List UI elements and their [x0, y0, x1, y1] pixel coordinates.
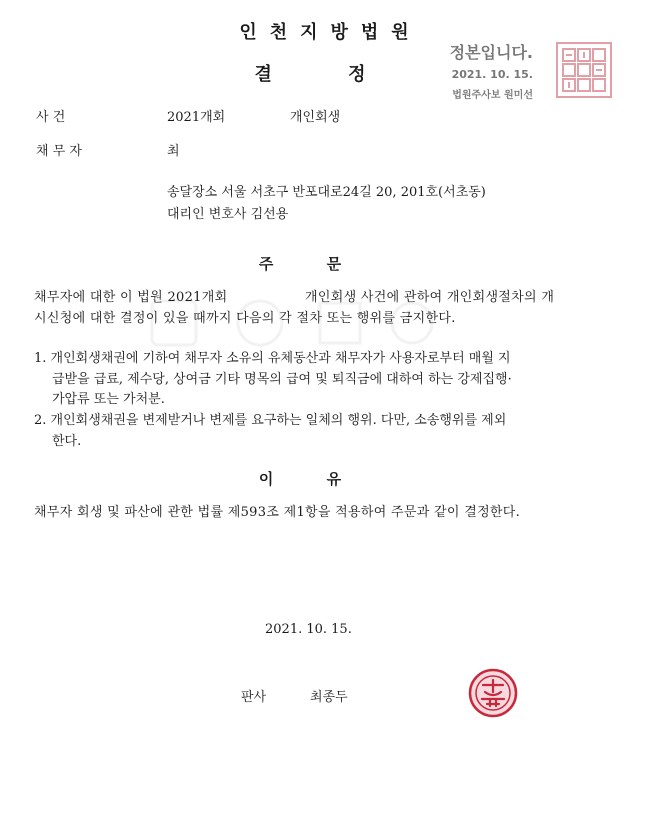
order-intro-line1b: 개인회생 사건에 관하여 개인회생절차의 개 — [305, 290, 555, 305]
court-certification-seal-icon — [556, 42, 612, 98]
reason-text: 채무자 회생 및 파산에 관한 법률 제593조 제1항을 적용하여 주문과 같이 결정한다. — [34, 505, 521, 520]
reason-heading: 이 유 — [258, 470, 342, 488]
court-clerk: 법원주사보 원미선 — [452, 90, 533, 101]
attorney: 대리인 변호사 김선용 — [167, 207, 289, 222]
case-label — [36, 106, 128, 125]
order-item1-line3: 가압류 또는 가처분. — [52, 392, 165, 407]
judge-seal-icon — [468, 668, 518, 718]
debtor-label-text: 채 무 자 — [36, 144, 82, 159]
order-item1-line2: 급받을 급료, 제수당, 상여금 기타 명목의 급여 및 퇴직금에 대하여 하는 강제집행· — [52, 372, 512, 387]
case-name: 개인회생 — [290, 110, 341, 125]
judge-name: 최종두 — [310, 690, 348, 705]
certified-date: 2021. 10. 15. — [451, 68, 533, 81]
case-label-text: 사 건 — [36, 110, 66, 125]
certified-copy-text: 정본입니다. — [449, 43, 533, 62]
case-number: 2021개회 — [167, 110, 226, 125]
order-item2-line2: 한다. — [52, 434, 82, 449]
debtor-name: 최 — [167, 144, 180, 159]
debtor-label — [36, 140, 128, 159]
court-name: 인천지방법원 — [239, 22, 422, 43]
judge-title: 판사 — [241, 690, 267, 705]
decision-date: 2021. 10. 15. — [265, 622, 352, 637]
order-item1-line1: 1. 개인회생채권에 기하여 채무자 소유의 유체동산과 채무자가 사용자로부터 매월 지 — [34, 351, 511, 366]
service-address: 송달장소 서울 서초구 반포대로24길 20, 201호(서초동) — [167, 185, 486, 200]
order-item2-line1: 2. 개인회생채권을 변제받거나 변제를 요구하는 일체의 행위. 다만, 소송행위를 제외 — [34, 413, 507, 428]
order-intro-line1a: 채무자에 대한 이 법원 2021개회 — [34, 290, 228, 305]
order-intro-line2: 시신청에 대한 결정이 있을 때까지 다음의 각 절차 또는 행위를 금지한다. — [34, 311, 456, 326]
document-type: 결 정 — [254, 64, 366, 85]
order-heading: 주 문 — [258, 255, 342, 273]
